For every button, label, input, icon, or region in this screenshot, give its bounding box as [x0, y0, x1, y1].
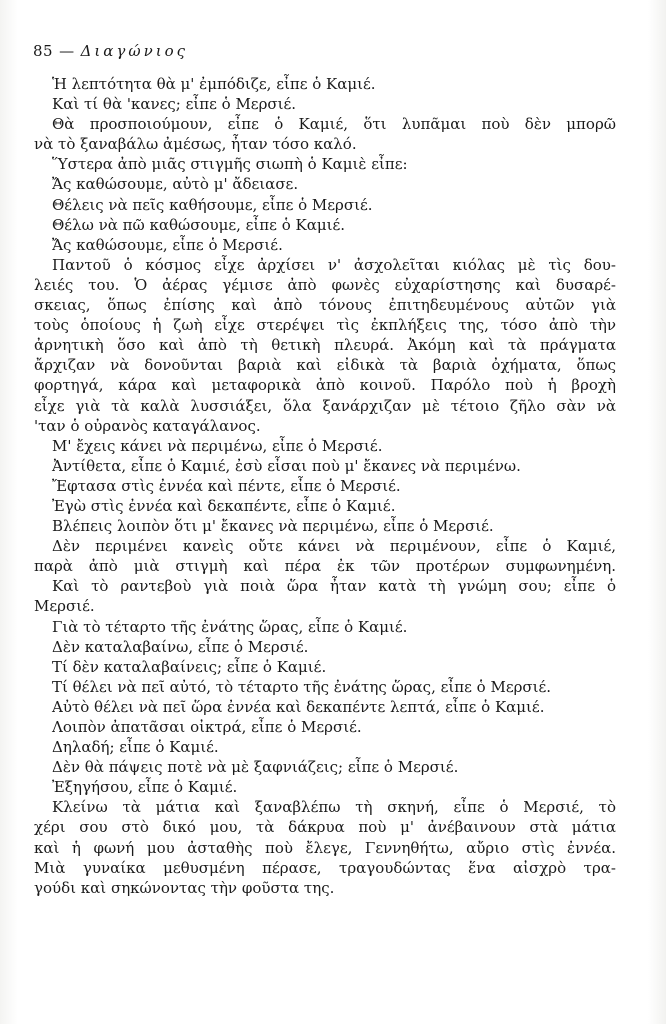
- text-line: Καὶ τί θὰ 'κανες; εἶπε ὁ Μερσιέ.: [52, 95, 297, 114]
- text-line: φορτηγά, κάρα καὶ μεταφορικὰ ἀπὸ κοινοῦ. Παρόλο ποὺ ἡ βροχὴ: [34, 376, 616, 395]
- text-line: Θέλεις νὰ πεῖς καθήσουμε, εἶπε ὁ Μερσιέ.: [52, 195, 373, 214]
- text-line: ἄρχιζαν νὰ δονοῦνται βαριὰ καὶ εἰδικὰ τὰ βαριὰ ὀχήματα, ὅπως: [34, 356, 616, 375]
- text-line: Ἡ λεπτότητα θὰ μ' ἐμπόδιζε, εἶπε ὁ Καμιέ.: [52, 75, 376, 93]
- text-line: Ἄς καθώσουμε, αὐτὸ μ' ἄδειασε.: [52, 175, 299, 194]
- text-line: Ἐγὼ στὶς ἐννέα καὶ δεκαπέντε, εἶπε ὁ Καμιέ.: [52, 496, 396, 515]
- text-line: σκειας, ὅπως ἐπίσης καὶ ἀπὸ τόνους ἐπιτηδευμένους αὐτῶν γιὰ: [34, 296, 616, 315]
- text-line: Αὐτὸ θέλει νὰ πεῖ ὥρα ἐννέα καὶ δεκαπέντε λεπτά, εἶπε ὁ Καμιέ.: [52, 697, 545, 716]
- text-line: Ἄς καθώσουμε, εἶπε ὁ Μερσιέ.: [52, 235, 283, 254]
- text-line: Κλείνω τὰ μάτια καὶ ξαναβλέπω τὴ σκηνή, εἶπε ὁ Μερσιέ, τὸ: [52, 798, 616, 817]
- text-line: Τί δὲν καταλαβαίνεις; εἶπε ὁ Καμιέ.: [52, 657, 327, 676]
- text-line: Βλέπεις λοιπὸν ὅτι μ' ἔκανες νὰ περιμένω, εἶπε ὁ Μερσιέ.: [52, 517, 494, 536]
- text-line: Καὶ τὸ ραντεβοὺ γιὰ ποιὰ ὥρα ἦταν κατὰ τὴ γνώμη σου; εἶπε ὁ: [52, 577, 616, 596]
- text-line: λειές του. Ὁ ἀέρας γέμισε ἀπὸ φωνὲς εὐχαρίστησης καὶ δυσαρέ-: [34, 275, 616, 294]
- text-line: Μιὰ γυναίκα μεθυσμένη πέρασε, τραγουδώντας ἕνα αἰσχρὸ τρα-: [34, 858, 616, 877]
- text-line: 'ταν ὁ οὐρανὸς καταγάλανος.: [34, 416, 261, 435]
- text-line: Ἔφτασα στὶς ἐννέα καὶ πέντε, εἶπε ὁ Μερσιέ.: [52, 476, 401, 495]
- text-line: Δὲν θὰ πάψεις ποτὲ νὰ μὲ ξαφνιάζεις; εἶπε ὁ Μερσιέ.: [52, 758, 459, 777]
- text-line: παρὰ ἀπὸ μιὰ στιγμὴ καὶ πέρα ἐκ τῶν προτέρων συμφωνημένη.: [34, 557, 616, 576]
- text-line: Δηλαδή; εἶπε ὁ Καμιέ.: [52, 738, 219, 757]
- text-line: Θέλω νὰ πῶ καθώσουμε, εἶπε ὁ Καμιέ.: [52, 215, 346, 234]
- header-separator: —: [59, 42, 75, 60]
- text-line: Μ' ἔχεις κάνει νὰ περιμένω, εἶπε ὁ Μερσιέ.: [52, 436, 383, 455]
- text-line: Γιὰ τὸ τέταρτο τῆς ἐνάτης ὥρας, εἶπε ὁ Καμιέ.: [52, 617, 408, 636]
- text-line: χέρι σου στὸ δικό μου, τὰ δάκρυα ποὺ μ' ἀνέβαινουν στὰ μάτια: [34, 818, 616, 837]
- text-line: Τί θέλει νὰ πεῖ αὐτό, τὸ τέταρτο τῆς ἐνάτης ὥρας, εἶπε ὁ Μερσιέ.: [52, 677, 552, 696]
- text-line: τοὺς ὁποίους ἡ ζωὴ εἶχε στερέψει τὶς ἐκπλήξεις της, τόσο ἀπὸ τὴν: [34, 316, 616, 335]
- text-line: Παντοῦ ὁ κόσμος εἶχε ἀρχίσει ν' ἀσχολεῖται κιόλας μὲ τὶς δου-: [52, 255, 616, 274]
- text-line: Μερσιέ.: [34, 597, 95, 616]
- text-line: Δὲν καταλαβαίνω, εἶπε ὁ Μερσιέ.: [52, 637, 309, 656]
- text-line: Δὲν περιμένει κανεὶς οὔτε κάνει νὰ περιμένουν, εἶπε ὁ Καμιέ,: [52, 537, 616, 556]
- text-line: καὶ ἡ φωνή μου ἀσταθὴς ποὺ ἔλεγε, Γεννηθήτω, αὔριο στὶς ἐννέα.: [34, 838, 616, 857]
- running-title: Διαγώνιος: [80, 42, 189, 60]
- page-number: 85: [33, 42, 54, 60]
- text-line: ἀρνητικὴ ὅσο καὶ ἀπὸ τὴ θετικὴ πλευρά. Ἀκόμη καὶ τὰ πράγματα: [34, 336, 616, 355]
- text-line: νὰ τὸ ξαναβάλω ἀμέσως, ἦταν τόσο καλό.: [34, 135, 357, 154]
- text-line: Ἀντίθετα, εἶπε ὁ Καμιέ, ἐσὺ εἶσαι ποὺ μ' ἔκανες νὰ περιμένω.: [52, 456, 521, 475]
- text-line: Ὕστερα ἀπὸ μιᾶς στιγμῆς σιωπὴ ὁ Καμιὲ εἶπε:: [52, 155, 408, 174]
- page-header: [33, 42, 188, 60]
- text-line: Ἐξηγήσου, εἶπε ὁ Καμιέ.: [52, 778, 238, 797]
- text-line: εἶχε γιὰ τὰ καλὰ λυσσιάξει, ὅλα ξανάρχιζαν μὲ τέτοιο ζῆλο σὰν νὰ: [34, 396, 616, 415]
- text-line: γούδι καὶ σηκώνοντας τὴν φοῦστα της.: [34, 878, 335, 897]
- text-line: Θὰ προσποιούμουν, εἶπε ὁ Καμιέ, ὅτι λυπᾶμαι ποὺ δὲν μπορῶ: [52, 115, 616, 134]
- text-line: Λοιπὸν ἀπατᾶσαι οἰκτρά, εἶπε ὁ Μερσιέ.: [52, 718, 362, 736]
- body-text: [34, 74, 616, 898]
